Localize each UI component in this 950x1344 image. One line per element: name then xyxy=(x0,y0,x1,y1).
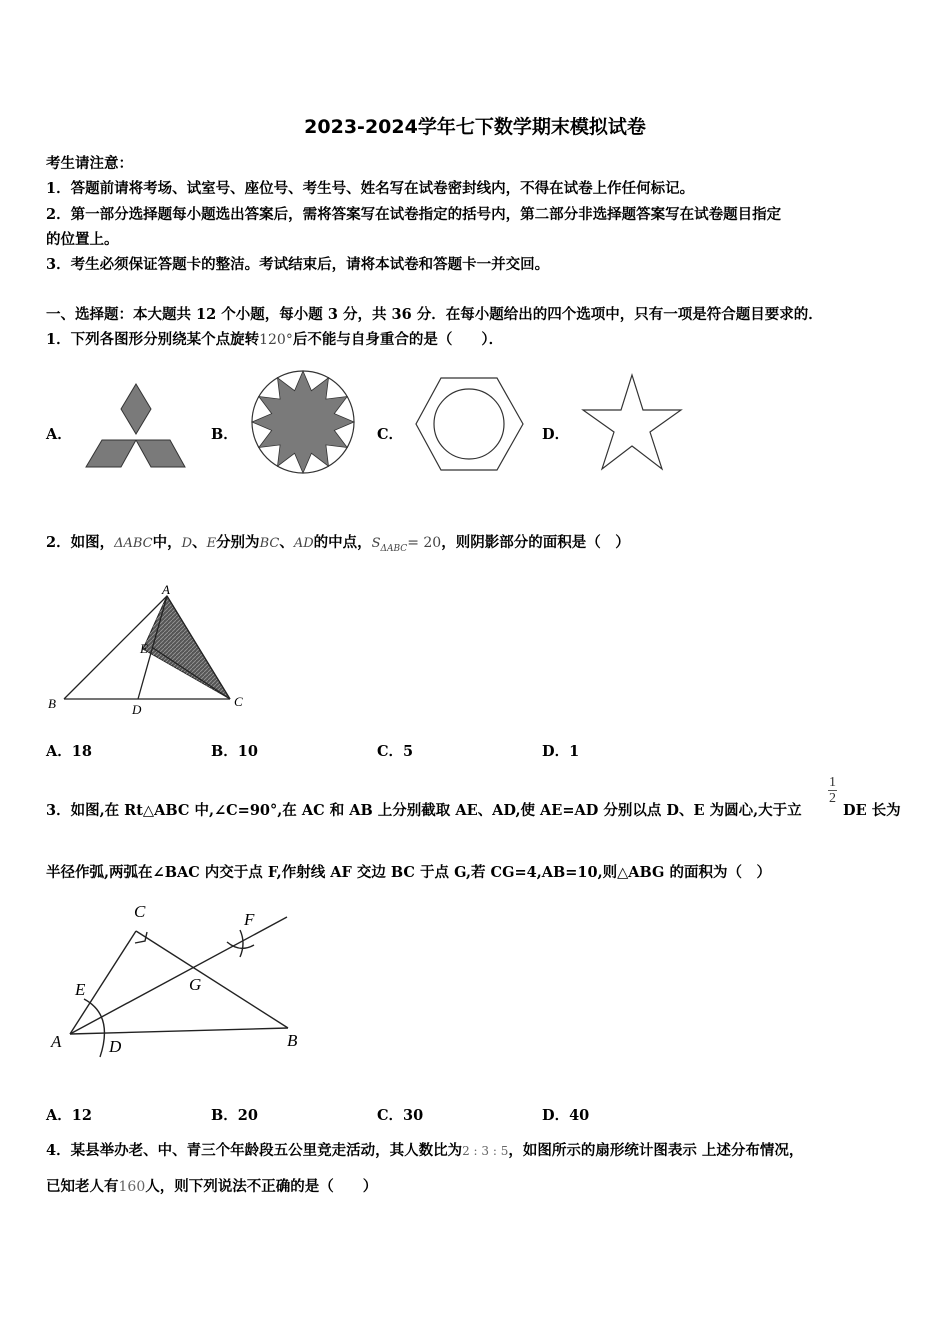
q2-label-b: B xyxy=(48,696,56,711)
q2-segment-bc: BC xyxy=(259,536,280,551)
q3-label-d: D xyxy=(109,1037,122,1056)
q1-figure-c xyxy=(413,375,525,475)
q2-point-e: E xyxy=(206,536,217,551)
question-3-line-1-end: DE 长为 xyxy=(843,802,901,819)
q4-text-3: 已知老人有 xyxy=(46,1178,119,1195)
q1-angle: 120° xyxy=(259,332,293,348)
section-heading: 一、选择题：本大题共 12 个小题，每小题 3 分，共 36 分．在每小题给出的四个选项中，只有一项是符合题目要求的． xyxy=(46,306,823,323)
q3-fraction-numerator: 1 xyxy=(829,775,836,790)
q2-shaded-hatch xyxy=(143,596,230,699)
q1-figure-a xyxy=(84,380,188,472)
q1-figure-d xyxy=(580,372,684,474)
q4-text-1: 4．某县举办老、中、青三个年龄段五公里竞走活动，其人数比为 xyxy=(46,1142,463,1159)
q3-label-c: C xyxy=(134,902,146,921)
q2-point-d: D xyxy=(181,536,193,551)
question-4-line-1 xyxy=(46,1139,803,1160)
q2-area-sub: ΔABC xyxy=(380,543,408,554)
q3-label-f: F xyxy=(244,910,255,929)
q2-option-b: B．10 xyxy=(211,743,258,760)
q2-text-3: 分别为 xyxy=(216,534,260,551)
q2-option-c: C．5 xyxy=(377,743,414,760)
q3-option-a: A．12 xyxy=(46,1107,92,1124)
q3-arc-2 xyxy=(240,930,243,957)
five-point-star xyxy=(583,375,681,469)
q3-option-c: C．30 xyxy=(377,1107,424,1124)
q1-option-b-label: B． xyxy=(211,426,238,443)
q2-label-d: D xyxy=(132,702,142,717)
q2-triangle: ΔABC xyxy=(114,536,153,551)
q1-text-post: 后不能与自身重合的是（ ）． xyxy=(292,331,504,348)
q2-text-4: 的中点， xyxy=(313,534,372,551)
q2-option-a: A．18 xyxy=(46,743,92,760)
q2-label-a: A xyxy=(162,582,170,597)
q1-option-a-label: A． xyxy=(46,426,72,443)
q3-option-b: B．20 xyxy=(211,1107,258,1124)
notice-item-3: 3．考生必须保证答题卡的整洁。考试结束后，请将本试卷和答题卡一并交回。 xyxy=(46,256,550,273)
notice-item-2-cont: 的位置上。 xyxy=(46,231,119,248)
page-title: 2023-2024学年七下数学期末模拟试卷 xyxy=(304,116,646,138)
q3-label-b: B xyxy=(287,1031,298,1050)
q3-fraction xyxy=(828,775,837,806)
hexagon xyxy=(416,378,523,470)
q4-text-4: 人，则下列说法不正确的是（ ） xyxy=(145,1178,378,1195)
notice-item-1: 1．答题前请将考场、试室号、座位号、考生号、姓名写在试卷密封线内，不得在试卷上作任何标记。 xyxy=(46,180,695,197)
q2-area-symbol: S xyxy=(371,536,381,551)
q2-segment-ad: AD xyxy=(293,536,314,551)
question-3-line-2: 半径作弧,两弧在∠BAC 内交于点 F,作射线 AF 交边 BC 于点 G,若 CG=4,AB=10,则△ABG 的面积为（ ） xyxy=(46,864,771,881)
notice-heading: 考生请注意： xyxy=(46,155,133,172)
q3-ray-af xyxy=(70,917,287,1034)
q2-text-5: ，则阴影部分的面积是（ ） xyxy=(441,534,630,551)
question-1 xyxy=(46,328,503,349)
q3-label-a: A xyxy=(51,1032,62,1051)
inner-circle xyxy=(434,389,504,459)
rhombus-right xyxy=(136,440,185,467)
question-3-line-1: 3．如图,在 Rt△ABC 中,∠C=90°,在 AC 和 AB 上分别截取 AE、AD,使 AE=AD 分别以点 D、E 为圆心,大于立 xyxy=(46,802,802,819)
q3-side-ab xyxy=(70,1028,288,1034)
q3-label-g: G xyxy=(189,975,202,994)
q2-label-e: E xyxy=(140,641,148,656)
q2-sep-1: 、 xyxy=(192,534,207,551)
q1-option-d-label: D． xyxy=(542,426,570,443)
q2-area-value: = 20 xyxy=(407,535,442,551)
notice-item-2: 2．第一部分选择题每小题选出答案后，需将答案写在试卷指定的括号内，第二部分非选择题答案写在试卷题目指定 xyxy=(46,206,782,223)
q3-fraction-denominator: 2 xyxy=(829,791,836,806)
q1-option-c-label: C． xyxy=(377,426,404,443)
q3-figure xyxy=(44,897,304,1062)
q2-figure xyxy=(44,580,254,720)
q3-side-cb xyxy=(136,931,288,1028)
q4-count: 160 xyxy=(118,1179,146,1195)
question-2 xyxy=(46,531,630,554)
q3-option-d: D．40 xyxy=(542,1107,590,1124)
q1-figure-b xyxy=(248,368,360,476)
q2-label-c: C xyxy=(234,694,243,709)
q4-text-2: ，如图所示的扇形统计图表示 上述分布情况， xyxy=(508,1142,804,1159)
q1-text-pre: 1．下列各图形分别绕某个点旋转 xyxy=(46,331,260,348)
rhombus-top xyxy=(121,384,151,434)
q4-ratio: 2 : 3 : 5 xyxy=(462,1144,509,1158)
rhombus-left xyxy=(86,440,136,467)
q2-sep-2: 、 xyxy=(279,534,294,551)
q2-option-d: D．1 xyxy=(542,743,580,760)
q3-label-e: E xyxy=(75,980,86,999)
question-4-line-2 xyxy=(46,1175,377,1196)
q2-text-1: 2．如图， xyxy=(46,534,115,551)
q2-text-2: 中， xyxy=(152,534,182,551)
